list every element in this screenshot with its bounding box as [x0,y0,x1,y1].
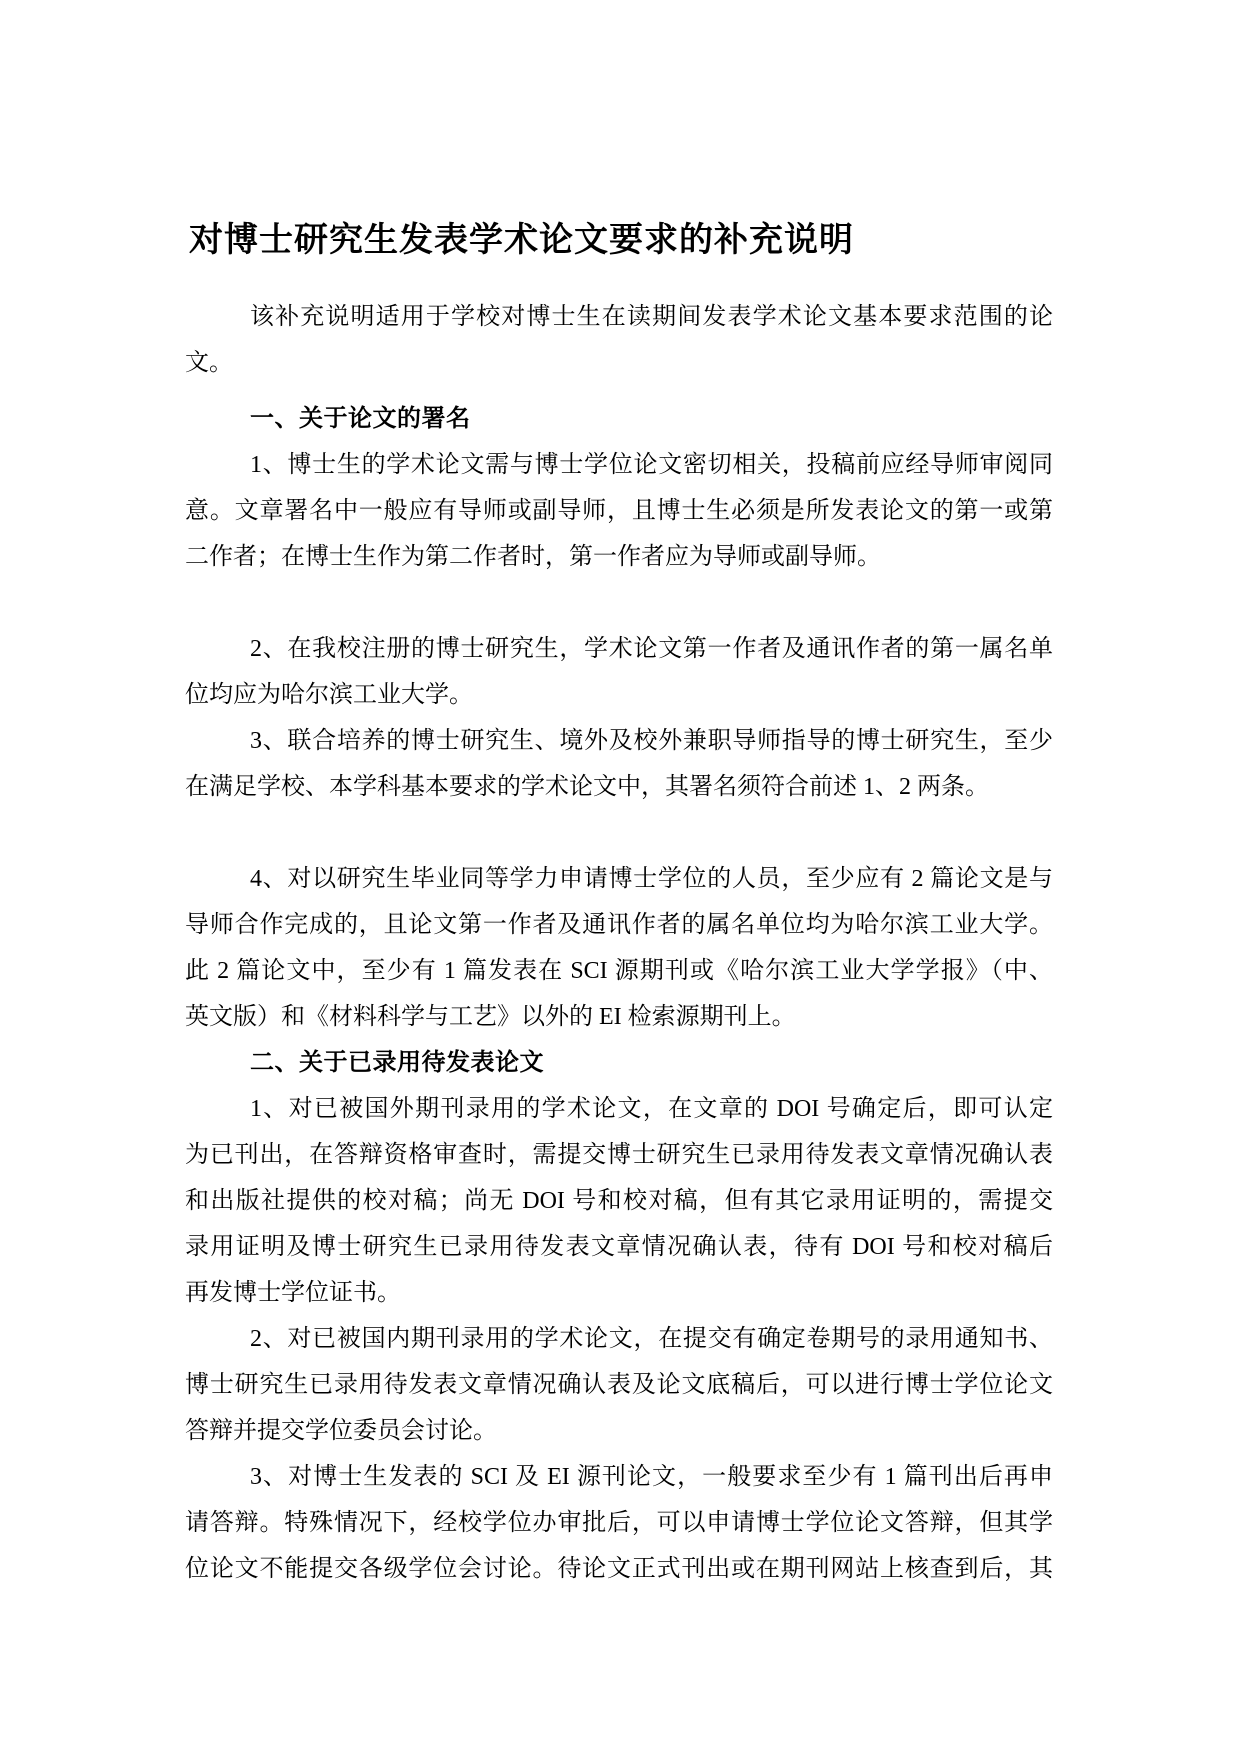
text-line: 位均应为哈尔滨工业大学。 [185,682,473,708]
paragraph [185,1454,1053,1592]
text-line: 和出版社提供的校对稿；尚无 DOI 号和校对稿，但有其它录用证明的，需提交 [185,1188,1053,1214]
blank-line [185,580,1053,626]
paragraph [185,718,1053,810]
paragraph [185,1316,1053,1454]
paragraph [185,1086,1053,1316]
text-line: 博士研究生已录用待发表文章情况确认表及论文底稿后，可以进行博士学位论文 [185,1372,1053,1398]
text-line: 3、对博士生发表的 SCI 及 EI 源刊论文，一般要求至少有 1 篇刊出后再申 [250,1464,1053,1490]
text-line: 为已刊出，在答辩资格审查时，需提交博士研究生已录用待发表文章情况确认表 [185,1142,1053,1168]
text-line: 请答辩。特殊情况下，经校学位办审批后，可以申请博士学位论文答辩，但其学 [185,1510,1053,1536]
text-line: 2、在我校注册的博士研究生，学术论文第一作者及通讯作者的第一属名单 [250,636,1053,662]
text-line: 录用证明及博士研究生已录用待发表文章情况确认表，待有 DOI 号和校对稿后 [185,1234,1053,1260]
text-line: 此 2 篇论文中，至少有 1 篇发表在 SCI 源期刊或《哈尔滨工业大学学报》（中、 [185,958,1053,984]
document-content [185,0,1053,1592]
text-line: 意。文章署名中一般应有导师或副导师，且博士生必须是所发表论文的第一或第 [185,498,1053,524]
text-line: 1、对已被国外期刊录用的学术论文，在文章的 DOI 号确定后，即可认定 [250,1096,1053,1122]
text-line: 再发博士学位证书。 [185,1280,401,1306]
text-line: 文。 [185,350,233,376]
paragraph [185,294,1053,386]
text-line: 在满足学校、本学科基本要求的学术论文中，其署名须符合前述 1、2 两条。 [185,774,989,800]
text-line: 英文版）和《材料科学与工艺》以外的 EI 检索源期刊上。 [185,1004,796,1030]
blank-line [185,810,1053,856]
paragraph [185,856,1053,1040]
text-line: 导师合作完成的，且论文第一作者及通讯作者的属名单位均为哈尔滨工业大学。 [185,912,1053,938]
text-line: 二作者；在博士生作为第二作者时，第一作者应为导师或副导师。 [185,544,881,570]
section-heading: 二、关于已录用待发表论文 [250,1049,544,1076]
text-line: 3、联合培养的博士研究生、境外及校外兼职导师指导的博士研究生，至少 [250,728,1053,754]
section-heading: 一、关于论文的署名 [250,405,471,432]
paragraph [185,442,1053,580]
text-line: 该补充说明适用于学校对博士生在读期间发表学术论文基本要求范围的论 [250,304,1053,330]
text-line: 2、对已被国内期刊录用的学术论文，在提交有确定卷期号的录用通知书、 [250,1326,1053,1352]
text-line: 1、博士生的学术论文需与博士学位论文密切相关，投稿前应经导师审阅同 [250,452,1053,478]
text-line: 答辩并提交学位委员会讨论。 [185,1418,497,1444]
text-line: 位论文不能提交各级学位会讨论。待论文正式刊出或在期刊网站上核查到后，其 [185,1556,1053,1582]
paragraph [185,626,1053,718]
document-body [185,294,1053,1592]
document-title: 对博士研究生发表学术论文要求的补充说明 [189,221,854,259]
text-line: 4、对以研究生毕业同等学力申请博士学位的人员，至少应有 2 篇论文是与 [250,866,1053,892]
